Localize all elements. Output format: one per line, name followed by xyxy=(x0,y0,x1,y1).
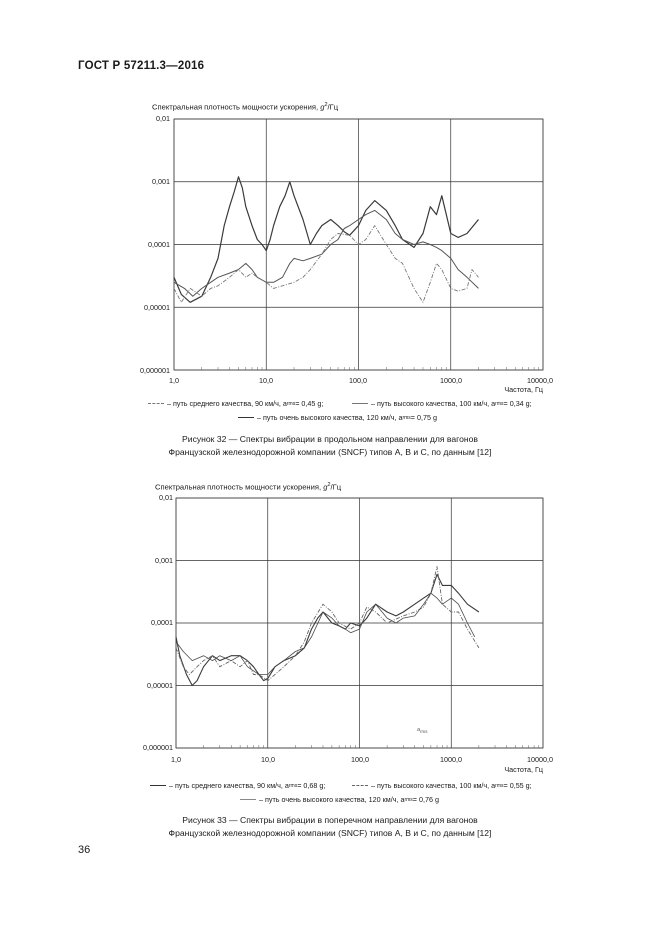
fig33-legend-item: – путь высокого качества, 100 км/ч, a rms = 0,55 g; xyxy=(352,781,532,790)
fig33-y-axis-title: Спектральная плотность мощности ускорения, $g^2/Гц$ xyxy=(155,482,342,492)
series-line-3 xyxy=(176,593,475,674)
fig33-annotation: $a_{rms}$ xyxy=(417,727,428,735)
legend-swatch xyxy=(150,785,166,786)
document-title: ГОСТ Р 57211.3—2016 xyxy=(78,60,205,72)
fig33-y-tick: 0,01 xyxy=(159,493,173,502)
fig33-y-tick: 0,0001 xyxy=(151,618,173,627)
series-line-1 xyxy=(174,177,479,302)
fig33-x-tick: 1,0 xyxy=(171,755,181,764)
fig32-x-tick: 1,0 xyxy=(169,376,179,385)
fig32-x-tick: 100,0 xyxy=(349,376,367,385)
fig33-chart xyxy=(176,498,543,748)
fig33-x-tick: 1000,0 xyxy=(440,755,462,764)
page-number: 36 xyxy=(78,844,91,856)
fig32-y-tick: 0,000001 xyxy=(140,366,170,375)
fig32-chart xyxy=(174,119,543,370)
fig32-caption: Рисунок 32 — Спектры вибрации в продольном направлении для вагонов Французской железнодорожной компании (SNCF) типов А, В и С, по данным [12] xyxy=(168,434,492,457)
fig32-y-axis-title: Спектральная плотность мощности ускорения, $g^2/Гц$ xyxy=(152,102,339,112)
fig32-x-tick: 1000,0 xyxy=(440,376,462,385)
fig33-y-tick: 0,00001 xyxy=(147,681,173,690)
legend-swatch xyxy=(148,403,164,404)
fig32-y-tick: 0,001 xyxy=(152,177,170,186)
fig32-x-tick: 10000,0 xyxy=(527,376,553,385)
fig32-x-tick: 10,0 xyxy=(259,376,273,385)
legend-swatch xyxy=(352,785,368,786)
fig32-y-tick: 0,0001 xyxy=(148,240,170,249)
fig33-x-tick: 10,0 xyxy=(261,755,275,764)
fig32-x-axis-title: Частота, Гц xyxy=(504,385,543,394)
fig33-x-axis-title: Частота, Гц xyxy=(504,765,543,774)
fig32-legend-item: – путь очень высокого качества, 120 км/ч, a rms = 0,75 g xyxy=(238,413,437,422)
legend-swatch xyxy=(238,417,254,418)
series-line-3 xyxy=(174,226,479,303)
fig33-legend-item: – путь очень высокого качества, 120 км/ч, a rms = 0,76 g xyxy=(240,795,439,804)
fig32-y-tick: 0,00001 xyxy=(144,303,170,312)
legend-swatch xyxy=(352,403,368,404)
fig33-legend-item: – путь среднего качества, 90 км/ч, a rms = 0,68 g; xyxy=(150,781,325,790)
fig33-x-tick: 100,0 xyxy=(351,755,369,764)
fig33-caption: Рисунок 33 — Спектры вибрации в поперечном направлении для вагонов Французской железнодорожной компании (SNCF) типов А, В и С, по данным [12] xyxy=(168,815,492,838)
fig33-x-tick: 10000,0 xyxy=(527,755,553,764)
fig33-y-tick: 0,000001 xyxy=(143,743,173,752)
fig32-legend-item: – путь высокого качества, 100 км/ч, a rms = 0,34 g; xyxy=(352,399,532,408)
legend-swatch xyxy=(240,799,256,800)
fig33-y-tick: 0,001 xyxy=(155,556,173,565)
fig32-legend-item: – путь среднего качества, 90 км/ч, a rms = 0,45 g; xyxy=(148,399,323,408)
series-line-1 xyxy=(176,574,479,685)
fig32-y-tick: 0,01 xyxy=(156,114,170,123)
